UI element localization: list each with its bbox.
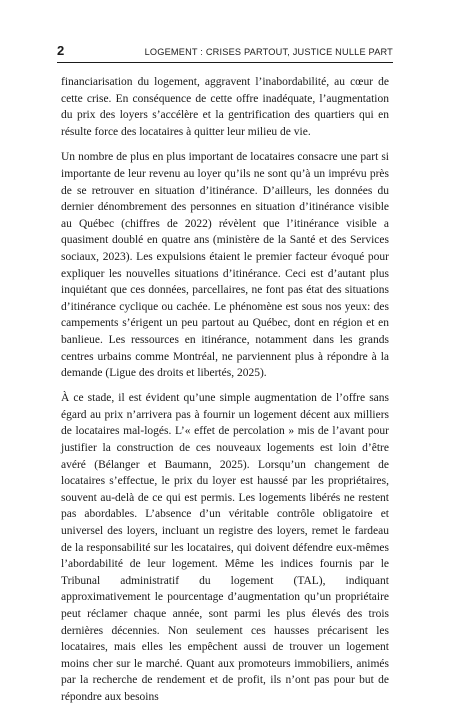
paragraph-3: À ce stade, il est évident qu’une simple augmentation de l’offre sans égard au prix n’arrivera pas à fournir un logement décent aux milliers de locataires mal-logés. L’« effet de percolation » mis de l’avant pour justifier la construction de ces nouveaux logements est loin d’être avéré (Bélanger et Baumann, 2025). Lorsqu’un changement de locataires s’effectue, le prix du loyer est haussé par les propriétaires, souvent au-delà de ce qui est permis. Les logements libérés ne restent pas abordables. L’absence d’un véritable contrôle obligatoire et universel des loyers, incluant un registre des loyers, remet le fardeau de la responsabilité sur les locataires, qui doivent défendre eux-mêmes l’abordabilité de leur logement. Même les indices fournis par le Tribunal administratif du logement (TAL), indiquant approximativement le pourcentage d’augmentation qu’un propriétaire peut réclamer chaque année, sont parmi les plus élevés des trois dernières décennies. Non seulement ces hausses précarisent les locataires, mais elles les empêchent aussi de trouver un logement moins cher sur le marché. Quant aux promoteurs immobiliers, animés par la recherche de rendement et de profit, ils n’ont pas pour but de répondre aux besoins [61,392,389,703]
paragraph-1: financiarisation du logement, aggravent l’inabordabilité, au cœur de cette crise. En conséquence de cette offre inadéquate, l’augmentation du prix des loyers s’accélère et la gentrification des quartiers qui en résulte force des locataires à quitter leur milieu de vie. [61,76,389,138]
running-head: LOGEMENT : CRISES PARTOUT, JUSTICE NULLE PART [144,47,393,57]
body-text [61,74,389,714]
paragraph-2: Un nombre de plus en plus important de locataires consacre une part si importante de leur revenu au loyer qu’ils ne sont qu’à un imprévu près de se retrouver en situation d’itinérance. D’ailleurs, les données du dernier dénombrement des personnes en situation d’itinérance visible au Québec (chiffres de 2022) révèlent que l’itinérance visible a quasiment doublé en quatre ans (ministère de la Santé et des Services sociaux, 2023). Les expulsions étaient le premier facteur évoqué pour expliquer les nouvelles situations d’itinérance. Ceci est d’autant plus inquiétant que ces données, parcellaires, ne font pas état des situations d’itinérance cyclique ou cachée. Le phénomène est sous nos yeux: des campements s’érigent un peu partout au Québec, dont en région et en banlieue. Les ressources en itinérance, notamment dans les grands centres urbains comme Montréal, ne parviennent plus à répondre à la demande (Ligue des droits et libertés, 2025). [61,151,389,380]
header-rule [57,62,393,63]
page-number: 2 [57,43,65,58]
page-header [57,43,393,58]
